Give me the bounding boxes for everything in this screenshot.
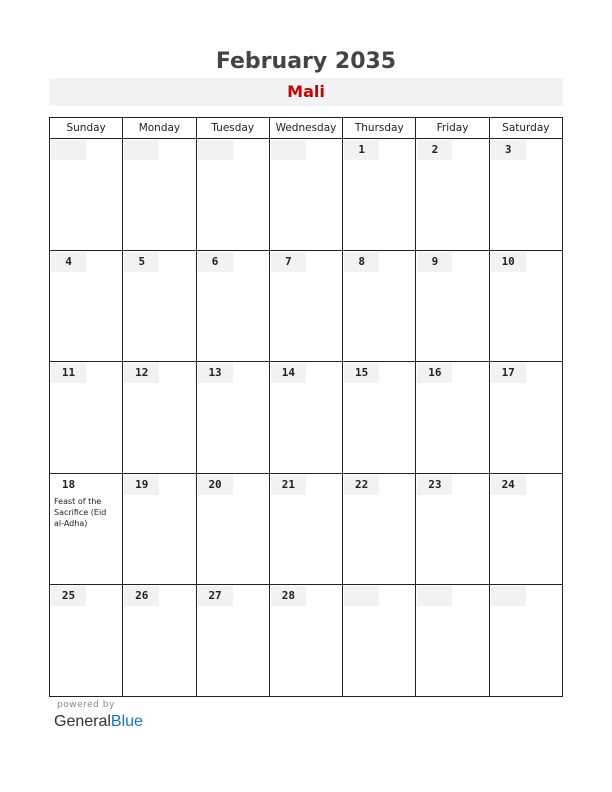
day-number: 19 <box>124 475 159 495</box>
day-cell-3[interactable] <box>490 139 563 251</box>
calendar-weeks <box>50 139 563 697</box>
day-cell-empty <box>197 139 270 251</box>
day-number: 7 <box>271 252 306 272</box>
day-number: 5 <box>124 252 159 272</box>
day-cell-empty <box>123 139 196 251</box>
day-cell-22[interactable] <box>343 474 416 586</box>
calendar-grid <box>49 117 563 697</box>
day-cell-15[interactable] <box>343 362 416 474</box>
day-number: 12 <box>124 363 159 383</box>
weekday-header-monday: Monday <box>123 118 196 139</box>
day-number: 9 <box>417 252 452 272</box>
day-number: 28 <box>271 586 306 606</box>
day-cell-empty <box>490 585 563 697</box>
day-number: 4 <box>51 252 86 272</box>
brand-name-general: General <box>54 713 111 730</box>
country-name: Mali <box>287 82 325 101</box>
day-number: 11 <box>51 363 86 383</box>
day-number: 16 <box>417 363 452 383</box>
day-cell-14[interactable] <box>270 362 343 474</box>
day-cell-4[interactable] <box>50 251 123 363</box>
day-number: 22 <box>344 475 379 495</box>
day-cell-16[interactable] <box>416 362 489 474</box>
day-cell-26[interactable] <box>123 585 196 697</box>
day-cell-10[interactable] <box>490 251 563 363</box>
week-row <box>50 474 563 586</box>
day-number <box>271 140 306 160</box>
day-number: 21 <box>271 475 306 495</box>
day-number: 3 <box>491 140 526 160</box>
day-number: 18 <box>61 477 76 491</box>
day-cell-27[interactable] <box>197 585 270 697</box>
day-cell-20[interactable] <box>197 474 270 586</box>
week-row <box>50 585 563 697</box>
day-number <box>198 140 233 160</box>
day-number <box>51 140 86 160</box>
week-row <box>50 251 563 363</box>
day-cell-7[interactable] <box>270 251 343 363</box>
weekday-header-sunday: Sunday <box>50 118 123 139</box>
day-cell-18[interactable] <box>50 474 123 586</box>
weekday-header-saturday: Saturday <box>490 118 563 139</box>
day-cell-24[interactable] <box>490 474 563 586</box>
day-number: 17 <box>491 363 526 383</box>
day-number: 20 <box>198 475 233 495</box>
day-cell-empty <box>416 585 489 697</box>
day-number: 23 <box>417 475 452 495</box>
holiday-label: Feast of the Sacrifice (Eid al-Adha) <box>54 496 107 528</box>
weekday-header-thursday: Thursday <box>343 118 416 139</box>
calendar-title: February 2035 <box>215 49 397 74</box>
day-cell-6[interactable] <box>197 251 270 363</box>
day-number: 13 <box>198 363 233 383</box>
day-number <box>124 140 159 160</box>
day-cell-empty <box>50 139 123 251</box>
week-row <box>50 139 563 251</box>
weekday-header-wednesday: Wednesday <box>270 118 343 139</box>
day-cell-9[interactable] <box>416 251 489 363</box>
day-number: 24 <box>491 475 526 495</box>
day-number: 1 <box>344 140 379 160</box>
day-cell-empty <box>343 585 416 697</box>
brand-logo[interactable] <box>54 711 143 733</box>
day-number: 2 <box>417 140 452 160</box>
day-cell-19[interactable] <box>123 474 196 586</box>
day-number: 26 <box>124 586 159 606</box>
weekday-header-tuesday: Tuesday <box>197 118 270 139</box>
day-cell-11[interactable] <box>50 362 123 474</box>
day-cell-12[interactable] <box>123 362 196 474</box>
day-number: 15 <box>344 363 379 383</box>
day-number <box>491 586 526 606</box>
day-number: 14 <box>271 363 306 383</box>
weekday-header-row <box>50 118 563 139</box>
country-banner <box>49 78 563 106</box>
day-cell-17[interactable] <box>490 362 563 474</box>
day-number: 25 <box>51 586 86 606</box>
day-cell-25[interactable] <box>50 585 123 697</box>
brand-name-blue: Blue <box>110 713 143 730</box>
day-cell-1[interactable] <box>343 139 416 251</box>
day-number: 27 <box>198 586 233 606</box>
day-cell-21[interactable] <box>270 474 343 586</box>
powered-by-text: powered by <box>57 700 115 710</box>
day-cell-8[interactable] <box>343 251 416 363</box>
day-number <box>417 586 452 606</box>
week-row <box>50 362 563 474</box>
day-number <box>344 586 379 606</box>
powered-by-footer <box>54 700 143 733</box>
day-cell-2[interactable] <box>416 139 489 251</box>
day-number: 10 <box>491 252 526 272</box>
weekday-header-friday: Friday <box>416 118 489 139</box>
day-cell-5[interactable] <box>123 251 196 363</box>
day-cell-23[interactable] <box>416 474 489 586</box>
day-cell-28[interactable] <box>270 585 343 697</box>
day-cell-13[interactable] <box>197 362 270 474</box>
day-number: 6 <box>198 252 233 272</box>
day-number: 8 <box>344 252 379 272</box>
day-cell-empty <box>270 139 343 251</box>
